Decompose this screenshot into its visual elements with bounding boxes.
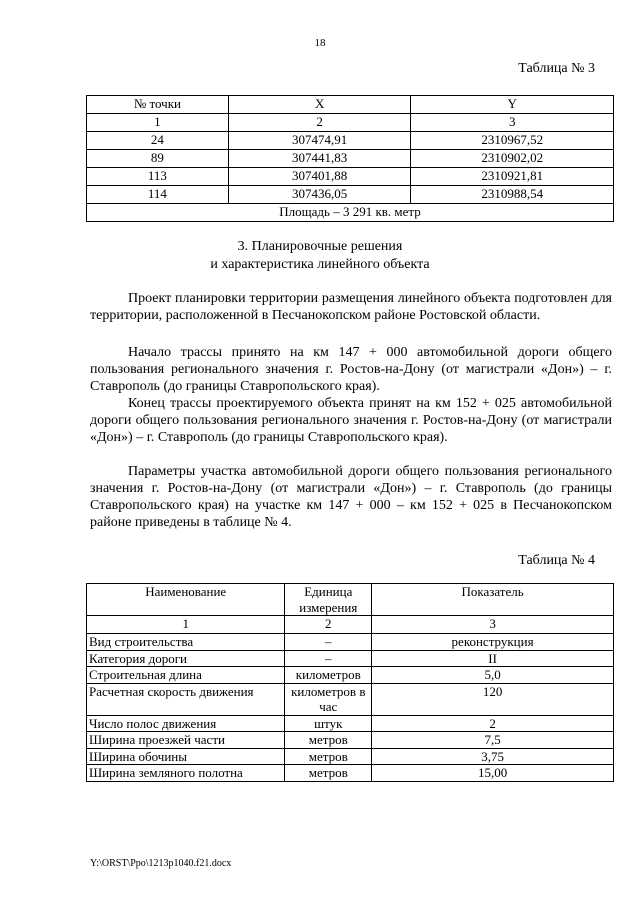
table-cell: Категория дороги: [87, 650, 285, 667]
column-number: 2: [285, 616, 372, 634]
table-cell: 120: [372, 683, 614, 715]
table-row: [87, 150, 614, 168]
table-cell: Расчетная скорость движения: [87, 683, 285, 715]
table-row: [87, 114, 614, 132]
table-cell: километров в час: [285, 683, 372, 715]
table-row: [87, 616, 614, 634]
table-cell: 113: [87, 168, 229, 186]
table-cell: 7,5: [372, 732, 614, 749]
table-row: [87, 715, 614, 732]
table-row: [87, 168, 614, 186]
table-cell: Ширина проезжей части: [87, 732, 285, 749]
paragraph-text: Проект планировки территории размещения линейного объекта подготовлен для территории, расположенной в Песчанокопском районе Ростовской области.: [90, 291, 612, 323]
coordinates-table: [86, 95, 614, 222]
table-cell: 307401,88: [228, 168, 411, 186]
column-header-value: Показатель: [372, 584, 614, 616]
section-heading: [0, 238, 640, 274]
table-3-caption: Таблица № 3: [518, 61, 595, 76]
table-row: [87, 732, 614, 749]
column-header-name: Наименование: [87, 584, 285, 616]
table-cell: 2310967,52: [411, 132, 614, 150]
section-title-line1: 3. Планировочные решения: [237, 239, 403, 254]
paragraph-text: Конец трассы проектируемого объекта принят на км 152 + 025 автомобильной дороги общего пользования регионального значения г. Ростов-на-Дону (от магистрали «Дон») – г. Ставрополь (до границы Ставропольского края).: [90, 396, 612, 445]
section-title-line2: и характеристика линейного объекта: [210, 257, 430, 272]
area-total: Площадь – 3 291 кв. метр: [87, 204, 614, 222]
table-cell: Ширина земляного полотна: [87, 765, 285, 782]
table-cell: 2310988,54: [411, 186, 614, 204]
column-number: 1: [87, 616, 285, 634]
table-cell: –: [285, 650, 372, 667]
file-path-footer: Y:\ORST\Ppo\1213p1040.f21.docx: [90, 858, 232, 869]
paragraph-text: Начало трассы принято на км 147 + 000 автомобильной дороги общего пользования регионального значения г. Ростов-на-Дону (от магистрали «Дон») – г. Ставрополь (до границы Ставропольского края).: [90, 345, 612, 394]
table-cell: II: [372, 650, 614, 667]
table-row: [87, 132, 614, 150]
table-cell: Ширина обочины: [87, 748, 285, 765]
table-cell: 15,00: [372, 765, 614, 782]
table-cell: метров: [285, 748, 372, 765]
table-cell: 307474,91: [228, 132, 411, 150]
table-cell: 2: [372, 715, 614, 732]
table-cell: 114: [87, 186, 229, 204]
table-cell: 5,0: [372, 667, 614, 684]
table-cell: 307436,05: [228, 186, 411, 204]
table-cell: –: [285, 634, 372, 651]
table-row: [87, 634, 614, 651]
paragraph: [90, 344, 612, 395]
column-header-unit: Единица измерения: [285, 584, 372, 616]
table-cell: реконструкция: [372, 634, 614, 651]
paragraph: [90, 290, 612, 324]
paragraph: [90, 463, 612, 531]
table-cell: Строительная длина: [87, 667, 285, 684]
column-number: 2: [228, 114, 411, 132]
column-header-y: Y: [411, 96, 614, 114]
table-cell: Число полос движения: [87, 715, 285, 732]
table-cell: метров: [285, 732, 372, 749]
table-row: [87, 667, 614, 684]
table-cell: 24: [87, 132, 229, 150]
table-cell: 2310921,81: [411, 168, 614, 186]
table-row: [87, 204, 614, 222]
table-row: [87, 186, 614, 204]
column-header-x: X: [228, 96, 411, 114]
table-row: [87, 584, 614, 616]
paragraph-text: Параметры участка автомобильной дороги общего пользования регионального значения г. Ростов-на-Дону (от магистрали «Дон») – г. Ставрополь (до границы Ставропольского края) на участке км 147 + 000 – км 152 + 025 в Песчанокопском районе приведены в таблице № 4.: [90, 464, 612, 530]
table-cell: километров: [285, 667, 372, 684]
table-cell: метров: [285, 765, 372, 782]
column-number: 3: [372, 616, 614, 634]
table-row: [87, 96, 614, 114]
table-row: [87, 650, 614, 667]
table-row: [87, 683, 614, 715]
road-parameters-table: [86, 583, 614, 782]
table-row: [87, 765, 614, 782]
table-cell: Вид строительства: [87, 634, 285, 651]
table-cell: 2310902,02: [411, 150, 614, 168]
table-cell: штук: [285, 715, 372, 732]
table-cell: 89: [87, 150, 229, 168]
table-row: [87, 748, 614, 765]
page-number: 18: [314, 37, 326, 49]
column-header-point: № точки: [87, 96, 229, 114]
table-cell: 307441,83: [228, 150, 411, 168]
column-number: 3: [411, 114, 614, 132]
table-4-caption: Таблица № 4: [518, 553, 595, 568]
table-cell: 3,75: [372, 748, 614, 765]
paragraph: [90, 395, 612, 446]
column-number: 1: [87, 114, 229, 132]
